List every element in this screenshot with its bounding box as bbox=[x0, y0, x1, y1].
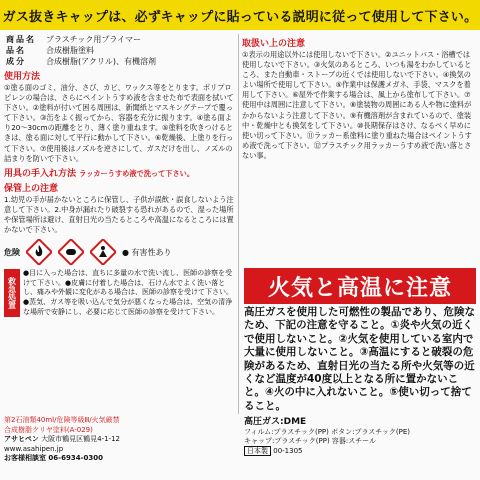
left-footer bbox=[4, 416, 236, 464]
spec-key: 成分 bbox=[6, 57, 26, 66]
fire-warning-title: 火気と高温に注意 bbox=[267, 275, 452, 301]
maker-address: 大阪市鶴見区鶴見4-1-12 bbox=[41, 435, 120, 444]
origin-row bbox=[244, 447, 476, 457]
material-line-2: キャップ:プラスチック(PP) 容器:スチール bbox=[244, 437, 377, 446]
product-code: 00-1305 bbox=[273, 446, 303, 455]
spec-value: 合成樹脂(アクリル)、有機溶剤 bbox=[46, 57, 157, 66]
made-in-badge: 日本製 bbox=[244, 446, 271, 456]
gas-type: 高圧ガス:DME bbox=[244, 417, 307, 427]
spec-row bbox=[4, 34, 158, 45]
handling-text: ①表示の用途以外には使用しないで下さい。②ユニットバス・浴槽では使用しないで下さい。③火気のあるところ、いつも湯をわかしているところ、また自動車・ストーブの近くでは使用しないで下さい。④換気のよい場所で使用して下さい。⑤作業中は保護メガネ、手袋、マスクを着用して下さい。⑥屋外で作業する場合は、風上から塗布して下さい。⑦使用中は周囲に注意して下さい。⑧塗装物の周囲にある人や物に塗料がかからないよう注意して下さい。⑨有機溶剤が含まれているので、塗装中・乾燥中とも換気をして下さい。⑩長期保存はさけ、なるべく早めに使い切って下さい。⑪ラッカー系塗料に塗り重ねた場合はペイントうすめ液で洗って下さい。⑫プラスチック用ラッカーうすめ液で洗い落とさない事。 bbox=[242, 50, 472, 160]
storage-text: 1.幼児の手が届かないところに保管し、子供が誤飲・誤食しないよう注意して下さい。2.中身が漏れたり破裂する恐れがあるので、湿った場所や保管場所は避け、直射日光の当たるところや高温になるところには置かないで下さい。 bbox=[4, 194, 234, 235]
tools-text: ラッカーうすめ液で洗って下さい。 bbox=[79, 168, 195, 178]
column-divider bbox=[238, 34, 239, 414]
material-line-1: フィルム:プラスチック(PP) ボタン:プラスチック(PE) bbox=[244, 427, 410, 436]
class-line2: 合成樹脂クリヤ塗料(A-029) bbox=[4, 425, 93, 434]
banner-text: ガス抜きキャップは、必ずキャップに貼っている説明に従って使用して下さい。 bbox=[2, 9, 478, 25]
maker-url[interactable]: www.asahipen.jp bbox=[4, 444, 64, 453]
first-aid-label: 救急処置 bbox=[4, 269, 20, 317]
spec-value: 合成樹脂塗料 bbox=[46, 46, 94, 55]
spec-row bbox=[4, 45, 158, 56]
right-footer bbox=[244, 418, 476, 456]
maker-logo: アサヒペン bbox=[4, 435, 39, 444]
maker-row bbox=[4, 435, 236, 445]
spec-table bbox=[4, 34, 158, 67]
first-aid-text: ●目に入った場合は、直ちに多量の水で洗い流し、医師の診察を受けて下さい。●皮膚に付着した場合は、石けん水でよく洗い落とし、痛みや外観に変化がある場合は、医師の診察を受けて下さい。●蒸気、ガス等を吸い込んで気分が悪くなった場合は、空気の清浄な場所で安静にし、必要に応じて医師の診察を受けて下さい。 bbox=[23, 269, 233, 316]
tools-row bbox=[4, 166, 236, 179]
health-hazard-icon bbox=[90, 239, 116, 265]
first-aid-box bbox=[4, 269, 236, 317]
class-line: 第2石油類40ml/危険等級Ⅲ/火気厳禁 bbox=[4, 416, 120, 424]
left-column bbox=[4, 34, 236, 416]
gas-cap-banner bbox=[0, 0, 480, 30]
hazard-label: 危険 bbox=[4, 247, 20, 257]
usage-title: 使用方法 bbox=[4, 72, 41, 82]
health-note: ● 有害性あり bbox=[122, 247, 172, 257]
customer-phone: お客様相談室 06-6934-0300 bbox=[4, 454, 103, 463]
fire-warning-banner bbox=[244, 268, 476, 304]
right-column bbox=[242, 34, 476, 266]
spec-row bbox=[4, 56, 158, 67]
spec-key: 商品名 bbox=[6, 35, 36, 44]
gas-cylinder-icon bbox=[58, 239, 84, 265]
handling-title: 取扱い上の注意 bbox=[242, 39, 306, 49]
hazard-note: 有害性あり bbox=[131, 247, 172, 257]
warning-text: 高圧ガスを使用した可燃性の製品であり、危険なため、下記の注意を守ること。①炎や火気の近くで使用しないこと。②火気を使用している室内で大量に使用しないこと。③高温にすると破裂の危険があるため、直射日光の当たる所や火気等の近くなど温度が40度以上となる所に置かないこと。④火の中に入れないこと。⑤使い切って捨てること。 bbox=[244, 306, 475, 412]
storage-title: 保管上の注意 bbox=[4, 183, 59, 194]
hazard-row bbox=[4, 239, 236, 265]
tools-title: 用具の手入れ方法 bbox=[4, 168, 77, 179]
spec-value: プラスチック用プライマー bbox=[46, 35, 142, 44]
spec-key: 品名 bbox=[6, 46, 26, 55]
flame-icon bbox=[26, 239, 52, 265]
usage-text: ①塗る面のゴミ、油分、さび、カビ、ワックス等をとります。ポリプロピレンの場合は、さらにペイントうすめ液を含ませた布で表面を拭いて下さい。②塗料が付いて困る周囲は、新聞紙とマスキングテープで覆って下さい。③缶をよく振ってから、容器を充分に振ります。④塗る面より20〜30cmの距離をとり、薄く塗り重ねます。⑤塗料を吹きつけるときは、塗る面に対して平行に動かして下さい。⑥乾燥後、上塗りを行って下さい。⑦使用後はノズルを逆さにして、ガスだけを出し、ノズルの詰まりを防いで下さい。 bbox=[4, 83, 234, 163]
